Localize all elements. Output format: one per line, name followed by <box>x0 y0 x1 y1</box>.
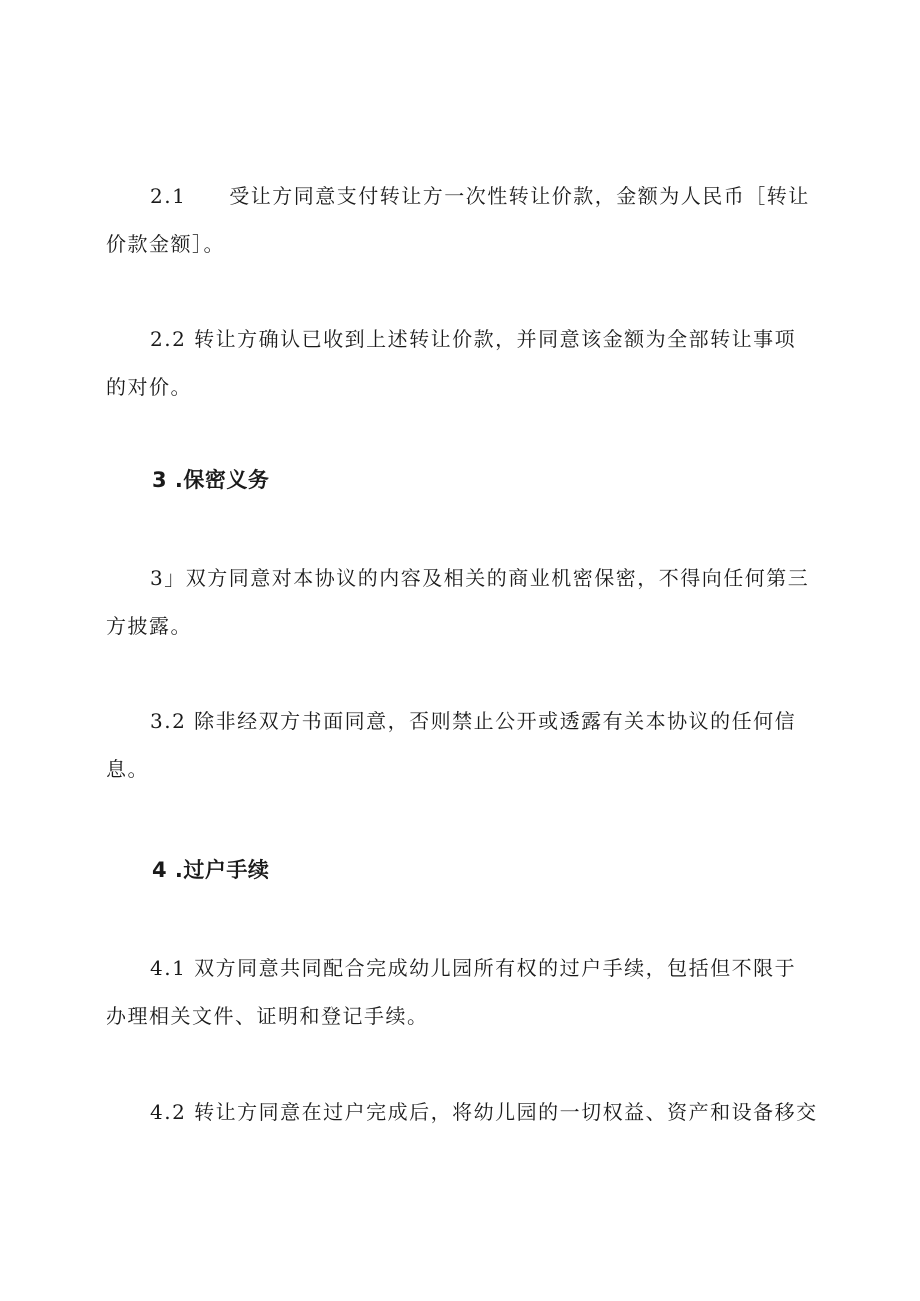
clause-2-1-line-1: 2.1 受让方同意支付转让方一次性转让价款，金额为人民币［转让 <box>150 184 810 208</box>
clause-4-2 <box>106 1088 820 1136</box>
clause-3-1-line-2: 方披露。 <box>106 614 192 638</box>
clause-2-1-line-2: 价款金额］。 <box>106 232 225 256</box>
clause-3-2-line-2: 息。 <box>106 757 149 781</box>
clause-2-2-line-1: 2.2 转让方确认已收到上述转让价款，并同意该金额为全部转让事项 <box>150 327 797 351</box>
clause-4-2-line-1: 4.2 转让方同意在过户完成后，将幼儿园的一切权益、资产和设备移交 <box>150 1100 818 1124</box>
clause-2-2-line-2: 的对价。 <box>106 375 192 399</box>
section-3-heading: 3 .保密义务 <box>152 468 270 492</box>
clause-2-2 <box>106 315 820 411</box>
clause-4-1-line-1: 4.1 双方同意共同配合完成幼儿园所有权的过户手续，包括但不限于 <box>150 956 797 980</box>
section-4-heading: 4 .过户手续 <box>152 858 270 882</box>
clause-4-1 <box>106 944 820 1040</box>
clause-3-2 <box>106 697 820 793</box>
clause-3-2-line-1: 3.2 除非经双方书面同意，否则禁止公开或透露有关本协议的任何信 <box>150 709 797 733</box>
clause-2-1 <box>106 172 820 268</box>
clause-3-1-line-1: 3」双方同意对本协议的内容及相关的商业机密保密，不得向任何第三 <box>150 566 810 590</box>
clause-4-1-line-2: 办理相关文件、证明和登记手续。 <box>106 1004 429 1028</box>
clause-3-1 <box>106 554 820 650</box>
